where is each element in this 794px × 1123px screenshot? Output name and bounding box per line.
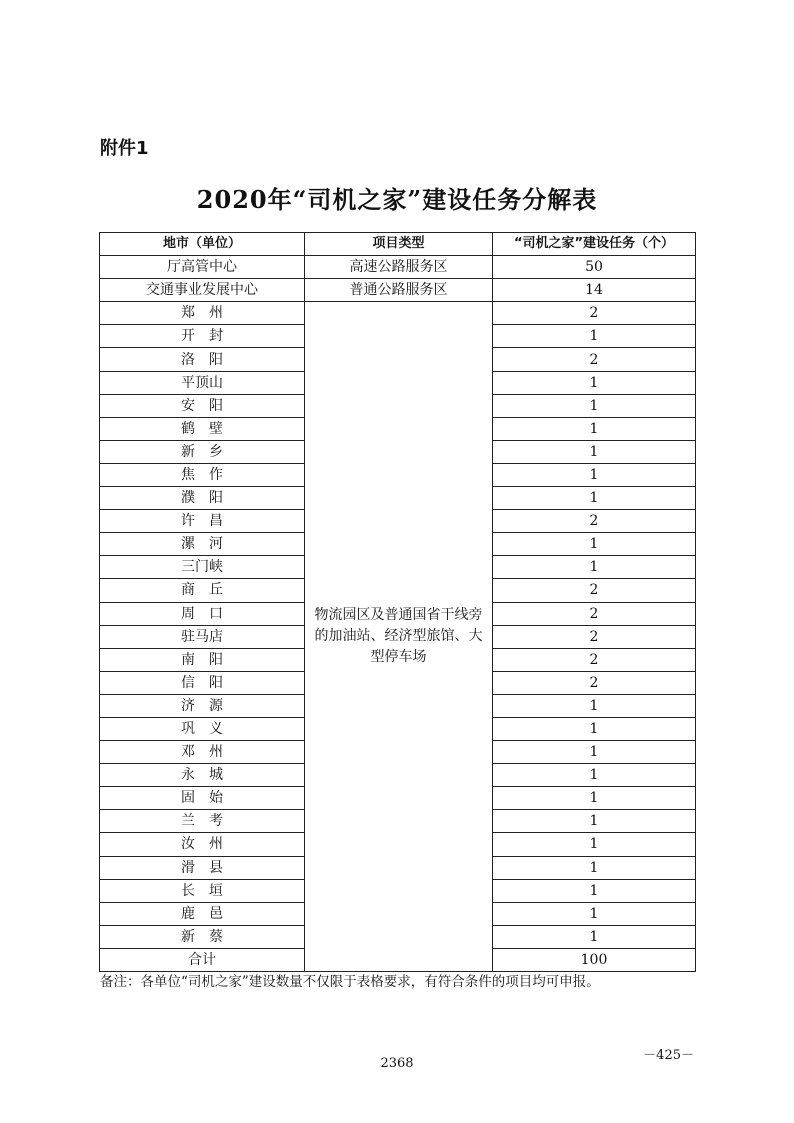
- cell-type: 普通公路服务区: [305, 279, 493, 302]
- cell-tasks: 1: [493, 717, 696, 740]
- cell-unit: 鹿 邑: [100, 902, 305, 925]
- cell-unit: 商 丘: [100, 579, 305, 602]
- cell-tasks: 14: [493, 279, 696, 302]
- cell-unit: 驻马店: [100, 625, 305, 648]
- cell-unit: 新 乡: [100, 440, 305, 463]
- table-header-row: [100, 233, 696, 256]
- page-number-right: －425－: [643, 1048, 694, 1063]
- cell-tasks: 1: [493, 764, 696, 787]
- cell-unit: 漯 河: [100, 533, 305, 556]
- cell-unit: 三门峡: [100, 556, 305, 579]
- page-number-bottom: 2368: [380, 1056, 414, 1071]
- cell-unit: 平顶山: [100, 371, 305, 394]
- cell-unit: 滑 县: [100, 856, 305, 879]
- table-row: [100, 302, 696, 325]
- cell-unit: 永 城: [100, 764, 305, 787]
- cell-tasks: 1: [493, 694, 696, 717]
- cell-tasks: 1: [493, 371, 696, 394]
- cell-unit: 信 阳: [100, 671, 305, 694]
- cell-unit: 汝 州: [100, 833, 305, 856]
- cell-tasks: 1: [493, 856, 696, 879]
- cell-tasks: 1: [493, 556, 696, 579]
- cell-unit: 兰 考: [100, 810, 305, 833]
- cell-tasks: 1: [493, 325, 696, 348]
- cell-tasks: 2: [493, 671, 696, 694]
- cell-unit: 许 昌: [100, 510, 305, 533]
- cell-tasks: 1: [493, 833, 696, 856]
- cell-unit: 固 始: [100, 787, 305, 810]
- cell-unit: 济 源: [100, 694, 305, 717]
- cell-tasks: 1: [493, 902, 696, 925]
- cell-tasks: 1: [493, 787, 696, 810]
- cell-tasks: 1: [493, 741, 696, 764]
- attachment-label: 附件1: [100, 138, 149, 159]
- cell-unit: 新 蔡: [100, 925, 305, 948]
- header-tasks: “司机之家”建设任务（个）: [493, 233, 696, 256]
- cell-tasks: 1: [493, 487, 696, 510]
- task-table: [99, 232, 696, 972]
- cell-tasks: 2: [493, 602, 696, 625]
- cell-unit: 邓 州: [100, 741, 305, 764]
- cell-type-merged: 物流园区及普通国省干线旁的加油站、经济型旅馆、大型停车场: [305, 302, 493, 972]
- cell-tasks: 2: [493, 579, 696, 602]
- cell-tasks: 1: [493, 463, 696, 486]
- cell-tasks: 1: [493, 810, 696, 833]
- cell-unit: 焦 作: [100, 463, 305, 486]
- document-title: 2020年“司机之家”建设任务分解表: [196, 185, 598, 214]
- table-note: 备注：各单位“司机之家”建设数量不仅限于表格要求，有符合条件的项目均可申报。: [100, 974, 600, 990]
- header-unit: 地市（单位）: [100, 233, 305, 256]
- cell-unit: 交通事业发展中心: [100, 279, 305, 302]
- cell-tasks: 2: [493, 348, 696, 371]
- table-body: [100, 256, 696, 972]
- cell-unit: 濮 阳: [100, 487, 305, 510]
- cell-unit: 开 封: [100, 325, 305, 348]
- cell-unit: 周 口: [100, 602, 305, 625]
- cell-unit: 厅高管中心: [100, 256, 305, 279]
- cell-unit: 长 垣: [100, 879, 305, 902]
- table-row: [100, 256, 696, 279]
- cell-tasks: 2: [493, 302, 696, 325]
- total-label: 合计: [100, 948, 305, 971]
- cell-tasks: 2: [493, 510, 696, 533]
- cell-tasks: 1: [493, 533, 696, 556]
- cell-tasks: 1: [493, 879, 696, 902]
- cell-tasks: 1: [493, 925, 696, 948]
- cell-unit: 洛 阳: [100, 348, 305, 371]
- cell-unit: 郑 州: [100, 302, 305, 325]
- cell-unit: 巩 义: [100, 717, 305, 740]
- cell-tasks: 2: [493, 648, 696, 671]
- cell-tasks: 1: [493, 440, 696, 463]
- cell-tasks: 50: [493, 256, 696, 279]
- cell-unit: 鹤 壁: [100, 417, 305, 440]
- cell-tasks: 2: [493, 625, 696, 648]
- table-row: [100, 279, 696, 302]
- total-value: 100: [493, 948, 696, 971]
- cell-unit: 安 阳: [100, 394, 305, 417]
- header-type: 项目类型: [305, 233, 493, 256]
- cell-type: 高速公路服务区: [305, 256, 493, 279]
- cell-unit: 南 阳: [100, 648, 305, 671]
- cell-tasks: 1: [493, 394, 696, 417]
- cell-tasks: 1: [493, 417, 696, 440]
